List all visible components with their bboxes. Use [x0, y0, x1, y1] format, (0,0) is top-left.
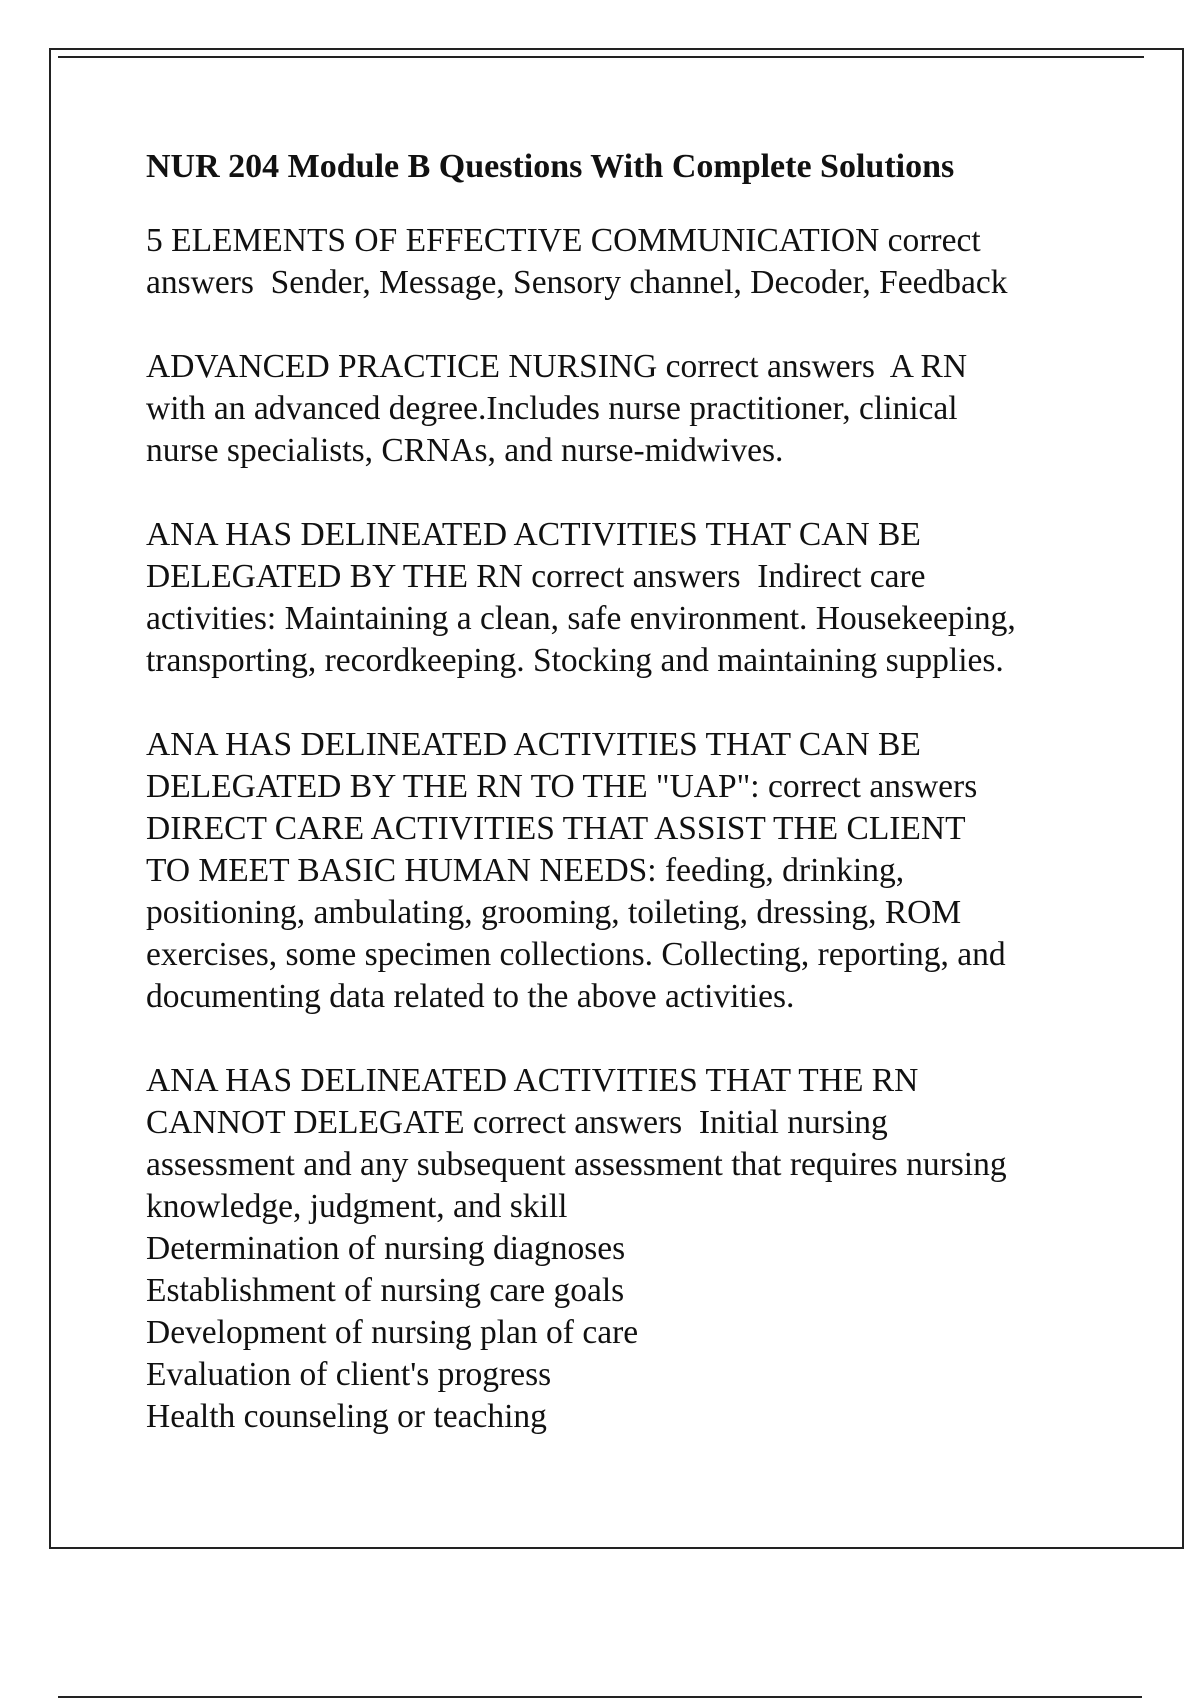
qa-entry — [146, 514, 1106, 682]
entry-line: TO MEET BASIC HUMAN NEEDS: feeding, drinking, — [146, 852, 905, 889]
qa-entry — [146, 346, 1106, 472]
entry-line: ADVANCED PRACTICE NURSING correct answers A RN — [146, 348, 968, 385]
footer-rule — [58, 1696, 1142, 1698]
entry-line: DELEGATED BY THE RN TO THE "UAP": correct answers — [146, 768, 978, 805]
entry-line: Development of nursing plan of care — [146, 1314, 639, 1351]
entry-line: transporting, recordkeeping. Stocking and maintaining supplies. — [146, 642, 1004, 679]
entry-line: DIRECT CARE ACTIVITIES THAT ASSIST THE CLIENT — [146, 810, 966, 847]
entry-line: answers Sender, Message, Sensory channel, Decoder, Feedback — [146, 264, 1008, 301]
entry-line: 5 ELEMENTS OF EFFECTIVE COMMUNICATION correct — [146, 222, 981, 259]
entry-line: Health counseling or teaching — [146, 1398, 547, 1435]
qa-entry — [146, 724, 1106, 1018]
qa-entry — [146, 220, 1106, 304]
entry-line: knowledge, judgment, and skill — [146, 1188, 568, 1225]
entry-line: DELEGATED BY THE RN correct answers Indirect care — [146, 558, 926, 595]
entry-line: CANNOT DELEGATE correct answers Initial nursing — [146, 1104, 888, 1141]
entry-line: ANA HAS DELINEATED ACTIVITIES THAT THE RN — [146, 1062, 919, 1099]
entry-line: assessment and any subsequent assessment that requires nursing — [146, 1146, 1007, 1183]
entry-line: activities: Maintaining a clean, safe environment. Housekeeping, — [146, 600, 1016, 637]
header-rule — [58, 56, 1144, 58]
document-body — [146, 144, 1106, 1480]
entry-line: ANA HAS DELINEATED ACTIVITIES THAT CAN BE — [146, 726, 921, 763]
entry-line: nurse specialists, CRNAs, and nurse-midwives. — [146, 432, 784, 469]
entry-line: Establishment of nursing care goals — [146, 1272, 625, 1309]
entry-line: ANA HAS DELINEATED ACTIVITIES THAT CAN BE — [146, 516, 921, 553]
entry-line: with an advanced degree.Includes nurse practitioner, clinical — [146, 390, 958, 427]
document-title: NUR 204 Module B Questions With Complete Solutions — [146, 148, 955, 185]
qa-entry — [146, 1060, 1106, 1438]
entry-line: exercises, some specimen collections. Collecting, reporting, and — [146, 936, 1006, 973]
entry-line: Evaluation of client's progress — [146, 1356, 552, 1393]
entry-line: positioning, ambulating, grooming, toileting, dressing, ROM — [146, 894, 962, 931]
entry-line: documenting data related to the above activities. — [146, 978, 795, 1015]
entry-line: Determination of nursing diagnoses — [146, 1230, 626, 1267]
